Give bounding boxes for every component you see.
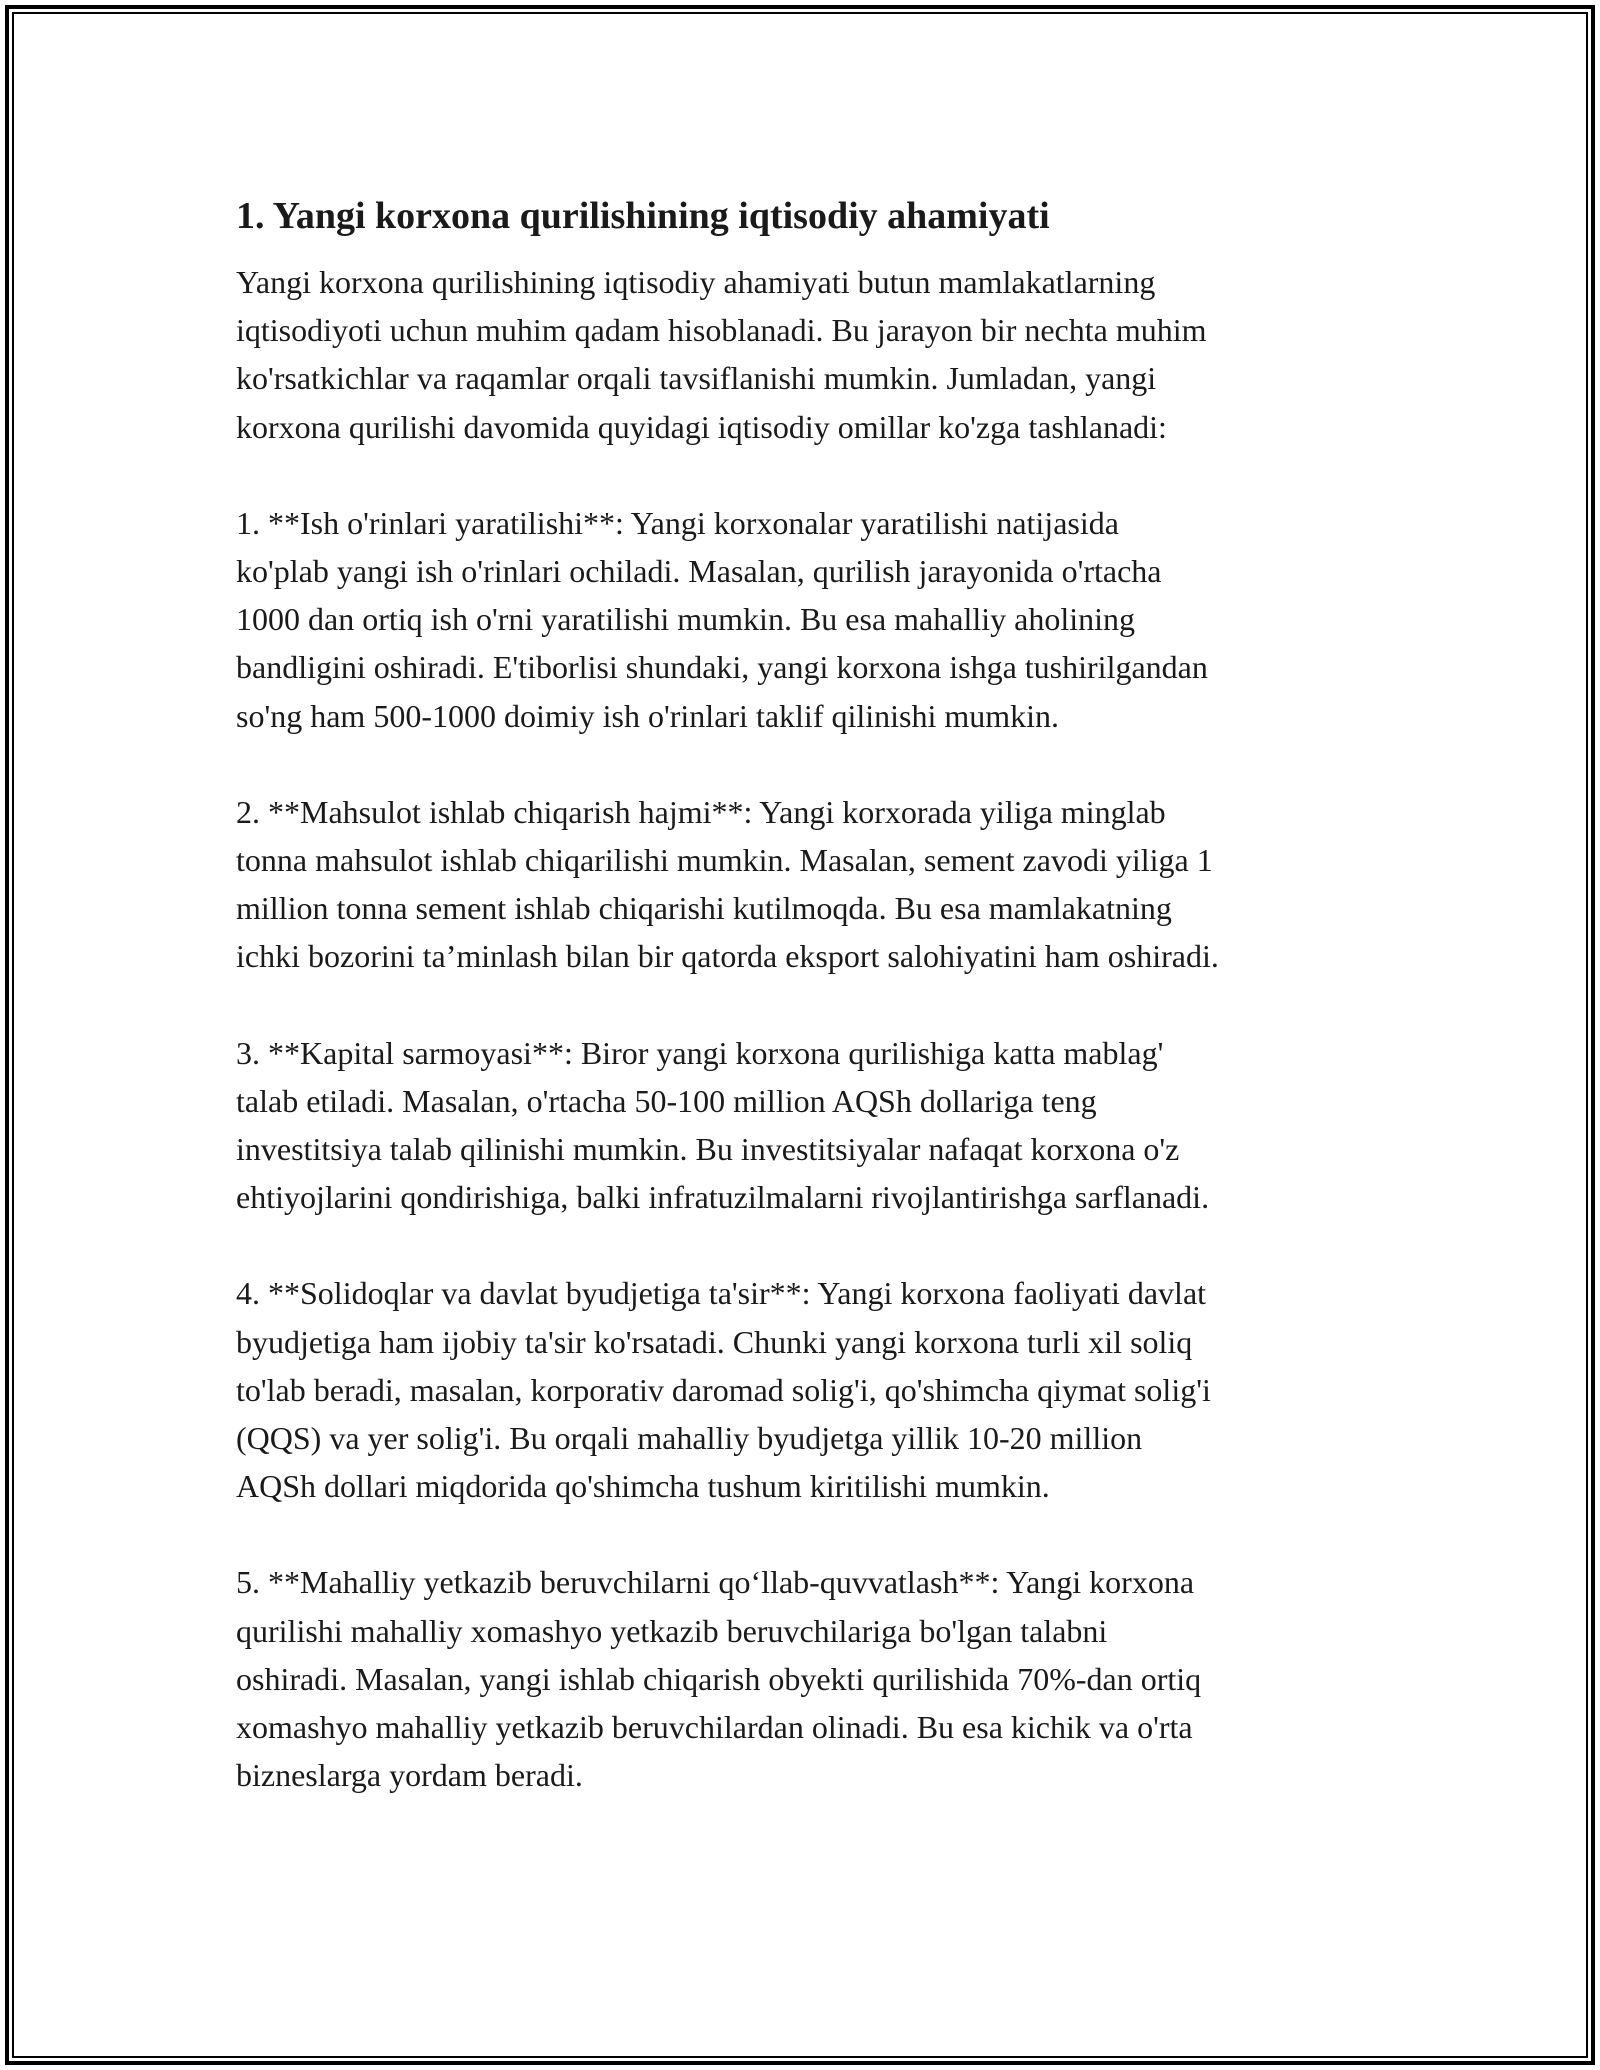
- item-jobs-paragraph: 1. **Ish o'rinlari yaratilishi**: Yangi korxonalar yaratilishi natijasida ko'plab yangi ish o'rinlari ochiladi. Masalan, qurilish jarayonida o'rtacha 1000 dan ortiq ish o'rni yaratilishi mumkin. Bu esa mahalliy aholining bandligini oshiradi. E'tiborlisi shundaki, yangi korxona ishga tushirilgandan so'ng ham 500-1000 doimiy ish o'rinlari taklif qilinishi mumkin.: [236, 504, 1208, 734]
- item-taxes-paragraph: 4. **Solidoqlar va davlat byudjetiga ta'sir**: Yangi korxona faoliyati davlat byudjetiga ham ijobiy ta'sir ko'rsatadi. Chunki yangi korxona turli xil soliq to'lab beradi, masalan, korporativ daromad solig'i, qo'shimcha qiymat solig'i (QQS) va yer solig'i. Bu orqali mahalliy byudjetga yillik 10-20 million AQSh dollari miqdorida qo'shimcha tushum kiritilishi mumkin.: [236, 1275, 1211, 1505]
- item-suppliers-paragraph: 5. **Mahalliy yetkazib beruvchilarni qo‘llab-quvvatlash**: Yangi korxona qurilishi mahalliy xomashyo yetkazib beruvchilariga bo'lgan talabni oshiradi. Masalan, yangi ishlab chiqarish obyekti qurilishida 70%-dan ortiq xomashyo mahalliy yetkazib beruvchilardan olinadi. Bu esa kichik va o'rta bizneslarga yordam beradi.: [236, 1564, 1202, 1794]
- item-capital-paragraph: 3. **Kapital sarmoyasi**: Biror yangi korxona qurilishiga katta mablag' talab etiladi. Masalan, o'rtacha 50-100 million AQSh dollariga teng investitsiya talab qilinishi mumkin. Bu investitsiyalar nafaqat korxona o'z ehtiyojlarini qondirishiga, balki infratuzilmalarni rivojlantirishga sarflanadi.: [236, 1034, 1210, 1216]
- intro-paragraph: Yangi korxona qurilishining iqtisodiy ahamiyati butun mamlakatlarning iqtisodiyoti uchun muhim qadam hisoblanadi. Bu jarayon bir nechta muhim ko'rsatkichlar va raqamlar orqali tavsiflanishi mumkin. Jumladan, yangi korxona qurilishi davomida quyidagi iqtisodiy omillar ko'zga tashlanadi:: [236, 264, 1207, 445]
- item-production-paragraph: 2. **Mahsulot ishlab chiqarish hajmi**: Yangi korxorada yiliga minglab tonna mahsulot ishlab chiqarilishi mumkin. Masalan, sement zavodi yiliga 1 million tonna sement ishlab chiqarishi kutilmoqda. Bu esa mamlakatning ichki bozorini ta’minlash bilan bir qatorda eksport salohiyatini ham oshiradi.: [236, 793, 1219, 975]
- section-title: 1. Yangi korxona qurilishining iqtisodiy ahamiyati: [236, 195, 1050, 237]
- document-body: [236, 188, 1376, 1847]
